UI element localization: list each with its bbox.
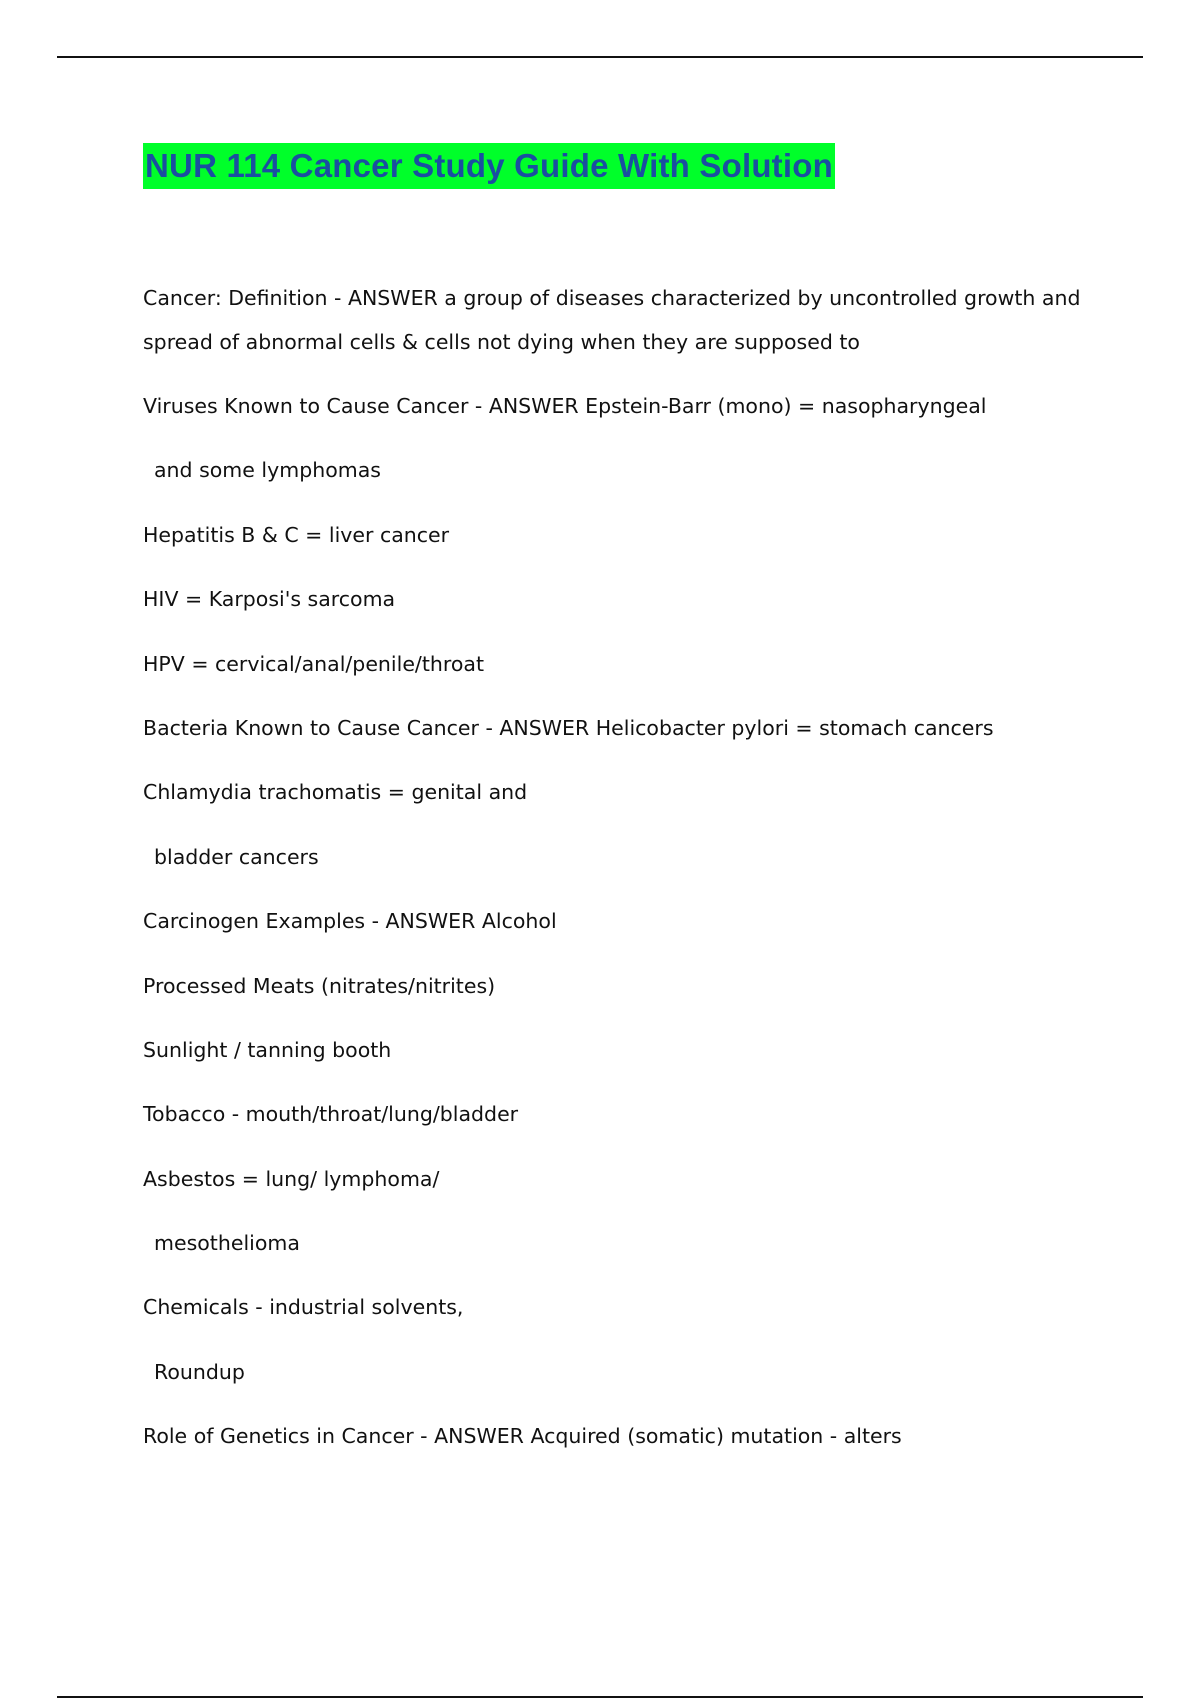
- entry-carcinogens: Carcinogen Examples - ANSWER Alcohol: [143, 909, 557, 934]
- entry-bacteria: Bacteria Known to Cause Cancer - ANSWER Helicobacter pylori = stomach cancers: [143, 715, 994, 740]
- entry-hpv: HPV = cervical/anal/penile/throat: [143, 651, 484, 676]
- entry-processed-meats: Processed Meats (nitrates/nitrites): [143, 973, 496, 998]
- entry-hepatitis: Hepatitis B & C = liver cancer: [143, 522, 450, 547]
- entry-asbestos-cont: mesothelioma: [154, 1231, 300, 1256]
- entry-cancer-definition: Cancer: Definition - ANSWER a group of diseases characterized by uncontrolled growth and spread of abnormal cells & cells not dying when they are supposed to: [143, 286, 1081, 354]
- entry-genetics: Role of Genetics in Cancer - ANSWER Acquired (somatic) mutation - alters: [143, 1424, 902, 1449]
- entry-chlamydia: Chlamydia trachomatis = genital and: [143, 780, 528, 805]
- entry-viruses: Viruses Known to Cause Cancer - ANSWER Epstein-Barr (mono) = nasopharyngeal: [143, 394, 987, 418]
- page-bottom-rule: [57, 1696, 1143, 1698]
- document-title: NUR 114 Cancer Study Guide With Solution: [143, 143, 835, 189]
- entry-asbestos: Asbestos = lung/ lymphoma/: [143, 1166, 440, 1191]
- entry-chlamydia-cont: bladder cancers: [154, 844, 319, 869]
- entry-sunlight: Sunlight / tanning booth: [143, 1037, 392, 1062]
- entry-tobacco: Tobacco - mouth/throat/lung/bladder: [143, 1102, 519, 1127]
- entry-chemicals: Chemicals - industrial solvents,: [143, 1295, 464, 1320]
- entry-hiv: HIV = Karposi's sarcoma: [143, 587, 396, 612]
- study-guide-entries: [143, 276, 1083, 1479]
- entry-viruses-cont: and some lymphomas: [154, 458, 381, 483]
- entry-chemicals-cont: Roundup: [154, 1359, 245, 1384]
- page-top-rule: [57, 56, 1143, 58]
